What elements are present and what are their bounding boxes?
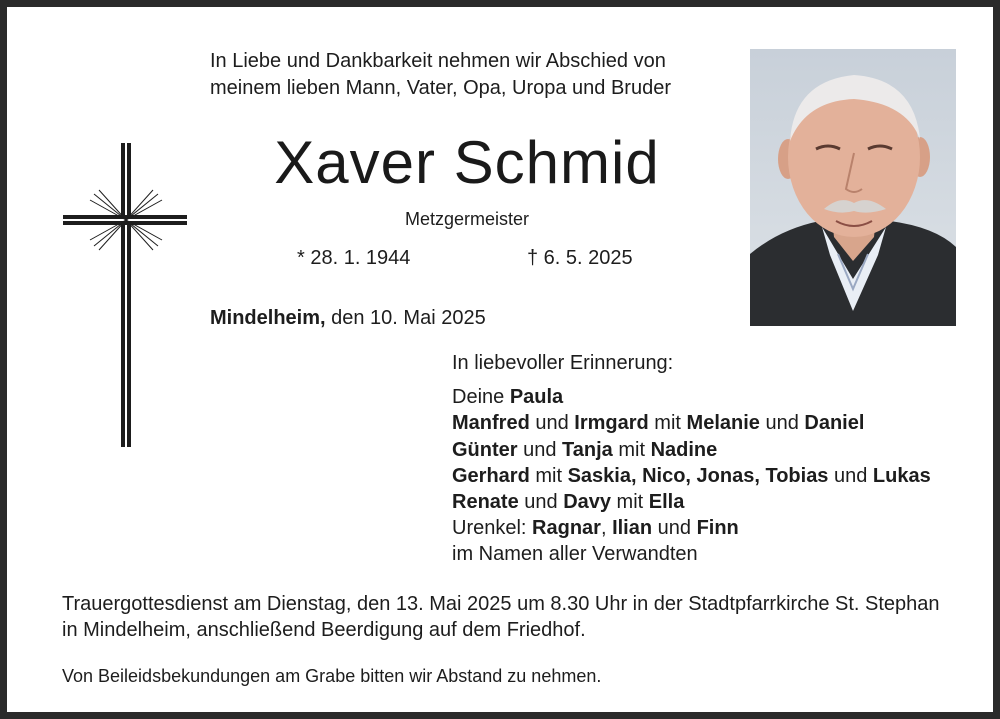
closing-note: Von Beileidsbekundungen am Grabe bitten wir Abstand zu nehmen. xyxy=(62,666,602,686)
family-line xyxy=(452,515,931,541)
family-connector-text: und xyxy=(529,412,575,435)
death-date: † 6. 5. 2025 xyxy=(527,247,633,269)
family-line xyxy=(452,463,931,489)
family-connector-text: mit xyxy=(612,438,651,461)
place-city: Mindelheim, xyxy=(210,307,326,329)
place-date-line xyxy=(210,305,486,331)
place-date: den 10. Mai 2025 xyxy=(325,307,486,329)
family-connector-text: und xyxy=(652,517,697,540)
family-line xyxy=(452,541,931,567)
intro-text xyxy=(210,48,671,102)
family-member-name: Melanie xyxy=(686,412,760,435)
family-member-name: Paula xyxy=(509,386,564,409)
family-connector-text: mit xyxy=(648,412,687,435)
family-member-name: Manfred xyxy=(452,412,530,435)
family-member-name: Ella xyxy=(648,491,685,514)
family-line xyxy=(452,410,931,436)
family-line xyxy=(452,489,931,515)
family-member-name: Saskia, Nico, Jonas, Tobias xyxy=(567,464,829,487)
family-member-name: Lukas xyxy=(872,464,931,487)
family-connector-text: Deine xyxy=(452,386,510,409)
family-connector-text: und xyxy=(759,412,805,435)
family-connector-text: und xyxy=(518,491,564,514)
family-members xyxy=(452,384,931,567)
family-member-name: Günter xyxy=(452,438,518,461)
intro-line-2: meinem lieben Mann, Vater, Opa, Uropa und Bruder xyxy=(210,77,671,99)
family-connector-text: mit xyxy=(611,491,649,514)
family-list xyxy=(452,350,931,568)
family-connector-text: mit xyxy=(529,464,568,487)
family-member-name: Nadine xyxy=(650,438,718,461)
service-line-1: Trauergottesdienst am Dienstag, den 13. Mai 2025 um 8.30 Uhr in der Stadtpfarrkirche St. Stephan xyxy=(62,593,940,615)
occupation: Metzgermeister xyxy=(404,209,530,229)
family-member-name: Tanja xyxy=(562,438,613,461)
cross-icon xyxy=(63,143,187,452)
family-member-name: Daniel xyxy=(804,412,865,435)
family-connector-text: und xyxy=(828,464,873,487)
family-connector-text: und xyxy=(517,438,563,461)
family-connector-text: Urenkel: xyxy=(452,517,533,540)
birth-date: * 28. 1. 1944 xyxy=(297,247,411,269)
family-connector-text: im Namen aller Verwandten xyxy=(452,543,698,566)
family-member-name: Gerhard xyxy=(452,464,530,487)
family-member-name: Ilian xyxy=(612,517,653,540)
family-line xyxy=(452,437,931,463)
family-connector-text: , xyxy=(600,517,613,540)
family-member-name: Davy xyxy=(563,491,611,514)
family-heading: In liebevoller Erinnerung: xyxy=(452,352,674,374)
family-member-name: Renate xyxy=(452,491,519,514)
family-member-name: Ragnar xyxy=(532,517,601,540)
family-member-name: Finn xyxy=(696,517,739,540)
family-member-name: Irmgard xyxy=(574,412,649,435)
portrait-photo xyxy=(750,49,956,326)
family-line xyxy=(452,384,931,410)
funeral-service-info xyxy=(62,591,940,643)
deceased-name: Xaver Schmid xyxy=(274,129,660,196)
intro-line-1: In Liebe und Dankbarkeit nehmen wir Abschied von xyxy=(210,50,666,72)
service-line-2: in Mindelheim, anschließend Beerdigung auf dem Friedhof. xyxy=(62,619,586,641)
